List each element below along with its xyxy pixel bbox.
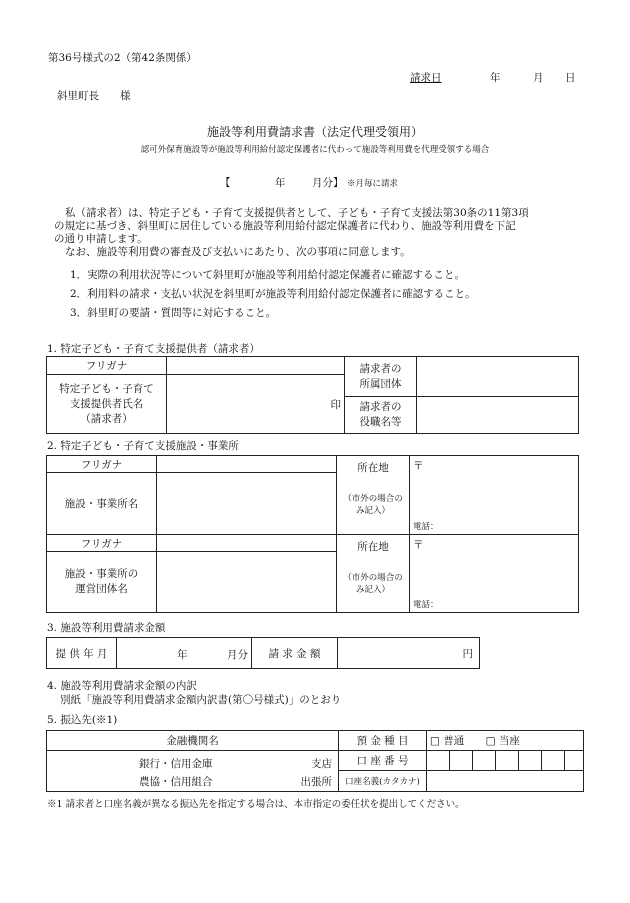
intro-line-1: 私（請求者）は、特定子ども・子育て支援提供者として、子ども・子育て支援法第30条の11第3項 <box>65 207 529 219</box>
futsu-checkbox[interactable]: □ 普通 <box>430 735 465 747</box>
operator-furigana-label: フリガナ <box>47 535 157 552</box>
form-number: 第36号様式の2（第42条関係） <box>48 52 197 64</box>
period-note: ※月毎に請求 <box>347 179 399 189</box>
request-date-day: 日 <box>565 72 576 84</box>
position-field[interactable] <box>417 397 579 434</box>
institution-label: 金融機関名 <box>47 731 339 751</box>
intro-line-3: の通り申請します。 <box>54 233 148 245</box>
request-date <box>410 70 576 85</box>
operator-location-label: 所在地 （市外の場合の み記入） <box>337 535 410 613</box>
facility-table <box>46 455 579 613</box>
provider-furigana-label: フリガナ <box>47 357 167 375</box>
facility-name-field[interactable] <box>157 473 337 535</box>
operator-name-field[interactable] <box>157 552 337 613</box>
account-name-field[interactable] <box>427 771 584 792</box>
operator-postal-mark: 〒 <box>413 539 424 551</box>
section5-heading: 5. 振込先(※1) <box>47 714 118 726</box>
facility-name-label: 施設・事業所名 <box>47 473 157 535</box>
intro-line-2: の規定に基づき、斜里町に居住している施設等利用給付認定保護者に代わり、施設等利用費を下記 <box>54 220 516 232</box>
section1-heading: 1. 特定子ども・子育て支援提供者（請求者） <box>47 343 260 355</box>
amount-table <box>46 637 480 669</box>
section4-text: 別紙「施設等利用費請求金額内訳書(第〇号様式)」のとおり <box>60 694 342 706</box>
provider-table <box>46 356 579 434</box>
account-name-label: 口座名義(カタカナ) <box>339 771 427 792</box>
claim-amount-field[interactable] <box>338 638 480 669</box>
provider-furigana-field[interactable] <box>167 357 345 375</box>
period-open: 【 <box>220 177 231 189</box>
operator-location-field[interactable] <box>410 535 579 613</box>
period-month: 月分】 <box>312 177 344 189</box>
provision-period-label: 提 供 年 月 <box>47 638 117 669</box>
operator-furigana-field[interactable] <box>157 535 337 552</box>
account-digit-7[interactable] <box>565 751 584 771</box>
yen-unit: 円 <box>462 647 473 660</box>
seal-mark: 印 <box>330 398 341 411</box>
bank-type-1: 銀行・信用金庫 <box>139 758 213 770</box>
facility-furigana-label: フリガナ <box>47 456 157 473</box>
position-label: 請求者の 役職名等 <box>345 397 417 434</box>
facility-furigana-field[interactable] <box>157 456 337 473</box>
facility-postal-mark: 〒 <box>413 460 424 472</box>
institution-field[interactable] <box>47 751 339 792</box>
account-digit-6[interactable] <box>542 751 565 771</box>
account-digit-2[interactable] <box>450 751 473 771</box>
facility-location-field[interactable] <box>410 456 579 535</box>
provider-name-field[interactable] <box>167 375 345 434</box>
branch-type-1: 支店 <box>311 758 332 770</box>
section3-heading: 3. 施設等利用費請求金額 <box>47 622 166 634</box>
account-number-label: 口 座 番 号 <box>339 751 427 771</box>
claim-amount-label: 請 求 金 額 <box>252 638 338 669</box>
account-digit-3[interactable] <box>473 751 496 771</box>
account-digit-5[interactable] <box>519 751 542 771</box>
account-digit-1[interactable] <box>427 751 450 771</box>
branch-type-2: 出張所 <box>300 776 332 788</box>
account-type-label: 預 金 種 目 <box>339 731 427 751</box>
account-digit-4[interactable] <box>496 751 519 771</box>
agreement-item-2: 2．利用料の請求・支払い状況を斜里町が施設等利用給付認定保護者に確認すること。 <box>70 288 476 300</box>
request-date-month: 月 <box>533 72 544 84</box>
affiliation-field[interactable] <box>417 357 579 397</box>
facility-phone-label: 電話： <box>413 522 439 532</box>
bank-type-2: 農協・信用組合 <box>139 776 213 788</box>
footnote: ※1 請求者と口座名義が異なる振込先を指定する場合は、本市指定の委任状を提出してください。 <box>47 799 465 810</box>
provider-name-label: 特定子ども・子育て 支援提供者氏名 （請求者） <box>47 375 167 434</box>
operator-name-label: 施設・事業所の 運営団体名 <box>47 552 157 613</box>
page-title: 施設等利用費請求書（法定代理受領用） <box>206 125 423 139</box>
account-type-options <box>427 731 584 751</box>
bank-table <box>46 730 584 792</box>
request-date-year: 年 <box>490 72 501 84</box>
page-subtitle: 認可外保育施設等が施設等利用給付認定保護者に代わって施設等利用費を代理受領する場合 <box>140 145 490 155</box>
request-date-label: 請求日 <box>410 72 442 84</box>
affiliation-label: 請求者の 所属団体 <box>345 357 417 397</box>
facility-location-label: 所在地 （市外の場合の み記入） <box>337 456 410 535</box>
provision-period-field[interactable]: 年 月分 <box>117 638 252 669</box>
toza-checkbox[interactable]: □ 当座 <box>485 735 520 747</box>
agreement-item-3: 3．斜里町の要請・質問等に対応すること。 <box>70 307 277 319</box>
section4-heading: 4. 施設等利用費請求金額の内訳 <box>47 680 197 692</box>
intro-line-4: なお、施設等利用費の審査及び支払いにあたり、次の事項に同意します。 <box>65 246 411 258</box>
period-year: 年 <box>275 177 286 189</box>
agreement-item-1: 1．実際の利用状況等について斜里町が施設等利用給付認定保護者に確認すること。 <box>70 269 465 281</box>
section2-heading: 2. 特定子ども・子育て支援施設・事業所 <box>47 440 239 452</box>
operator-phone-label: 電話： <box>413 600 439 610</box>
addressee: 斜里町長 様 <box>57 90 131 102</box>
